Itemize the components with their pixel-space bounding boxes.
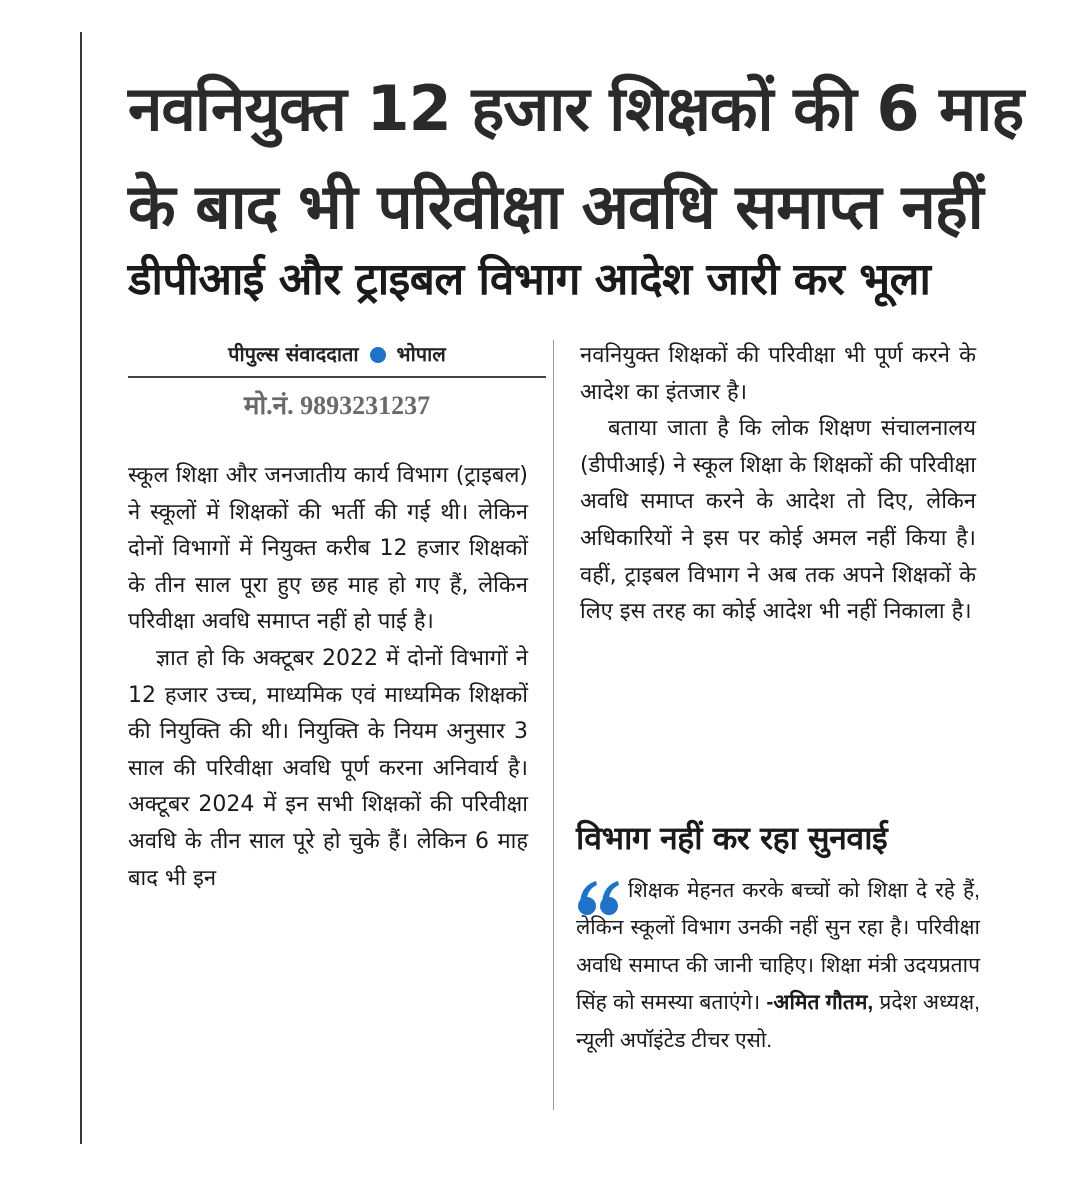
byline-reporter: पीपुल्स संवाददाता (228, 342, 359, 366)
page-left-rule (80, 32, 82, 1144)
column-divider (553, 340, 554, 1110)
byline-dot-icon (370, 347, 386, 363)
headline-line-2: के बाद भी परिवीक्षा अवधि समाप्त नहीं (128, 170, 983, 243)
quote-attribution-role: प्रदेश अध्यक्ष, न्यूली अपॉइंटेड टीचर एसो. (576, 991, 980, 1052)
body-paragraph: बताया जाता है कि लोक शिक्षण संचालनालय (डीपीआई) ने स्कूल शिक्षा के शिक्षकों की परिवीक्षा अवधि समाप्त करने के आदेश तो दिए, लेकिन अधिकारियों ने इस पर कोई अमल नहीं किया है। वहीं, ट्राइबल विभाग ने अब तक अपने शिक्षकों के लिए इस तरह का कोई आदेश भी नहीं निकाला है। (580, 416, 976, 625)
byline-city: भोपाल (396, 342, 446, 366)
body-paragraph: नवनियुक्त शिक्षकों की परिवीक्षा भी पूर्ण करने के आदेश का इंतजार है। (580, 343, 976, 405)
body-paragraph: स्कूल शिक्षा और जनजातीय कार्य विभाग (ट्राइबल) ने स्कूलों में शिक्षकों की भर्ती की गई थी। लेकिन दोनों विभागों में नियुक्त करीब 12 हजार शिक्षकों के तीन साल पूरा हुए छह माह हो गए हैं, लेकिन परिवीक्षा अवधि समाप्त नहीं हो पाई है। (128, 463, 528, 635)
quote-attribution-name: -अमित गौतम, (766, 991, 874, 1015)
headline-line-1: नवनियुक्त 12 हजार शिक्षकों की 6 माह (128, 72, 1024, 145)
article-column-right (580, 338, 976, 631)
article-column-left (128, 458, 528, 897)
quote-text (576, 872, 980, 1059)
subsection-heading: विभाग नहीं कर रहा सुनवाई (576, 819, 888, 857)
quote-mark-icon (576, 878, 624, 918)
byline (128, 336, 546, 372)
byline-divider (128, 376, 546, 378)
quote-body: शिक्षक मेहनत करके बच्चों को शिक्षा दे रहे हैं, लेकिन स्कूलों विभाग उनकी नहीं सुन रहा है। परिवीक्षा अवधि समाप्त की जानी चाहिए। शिक्षा मंत्री उदयप्रताप सिंह को समस्या बताएंगे। (576, 879, 980, 1015)
pull-quote (576, 872, 980, 1059)
subheadline: डीपीआई और ट्राइबल विभाग आदेश जारी कर भूला (128, 254, 931, 305)
body-paragraph: ज्ञात हो कि अक्टूबर 2022 में दोनों विभागों ने 12 हजार उच्च, माध्यमिक एवं माध्यमिक शिक्षकों की नियुक्ति की थी। नियुक्ति के नियम अनुसार 3 साल की परिवीक्षा अवधि पूर्ण करना अनिवार्य है। अक्टूबर 2024 में इन सभी शिक्षकों की परिवीक्षा अवधि के तीन साल पूरे हो चुके हैं। लेकिन 6 माह बाद भी इन (128, 645, 528, 891)
reporter-phone: मो.नं. 9893231237 (243, 391, 431, 420)
headline (128, 60, 1024, 256)
